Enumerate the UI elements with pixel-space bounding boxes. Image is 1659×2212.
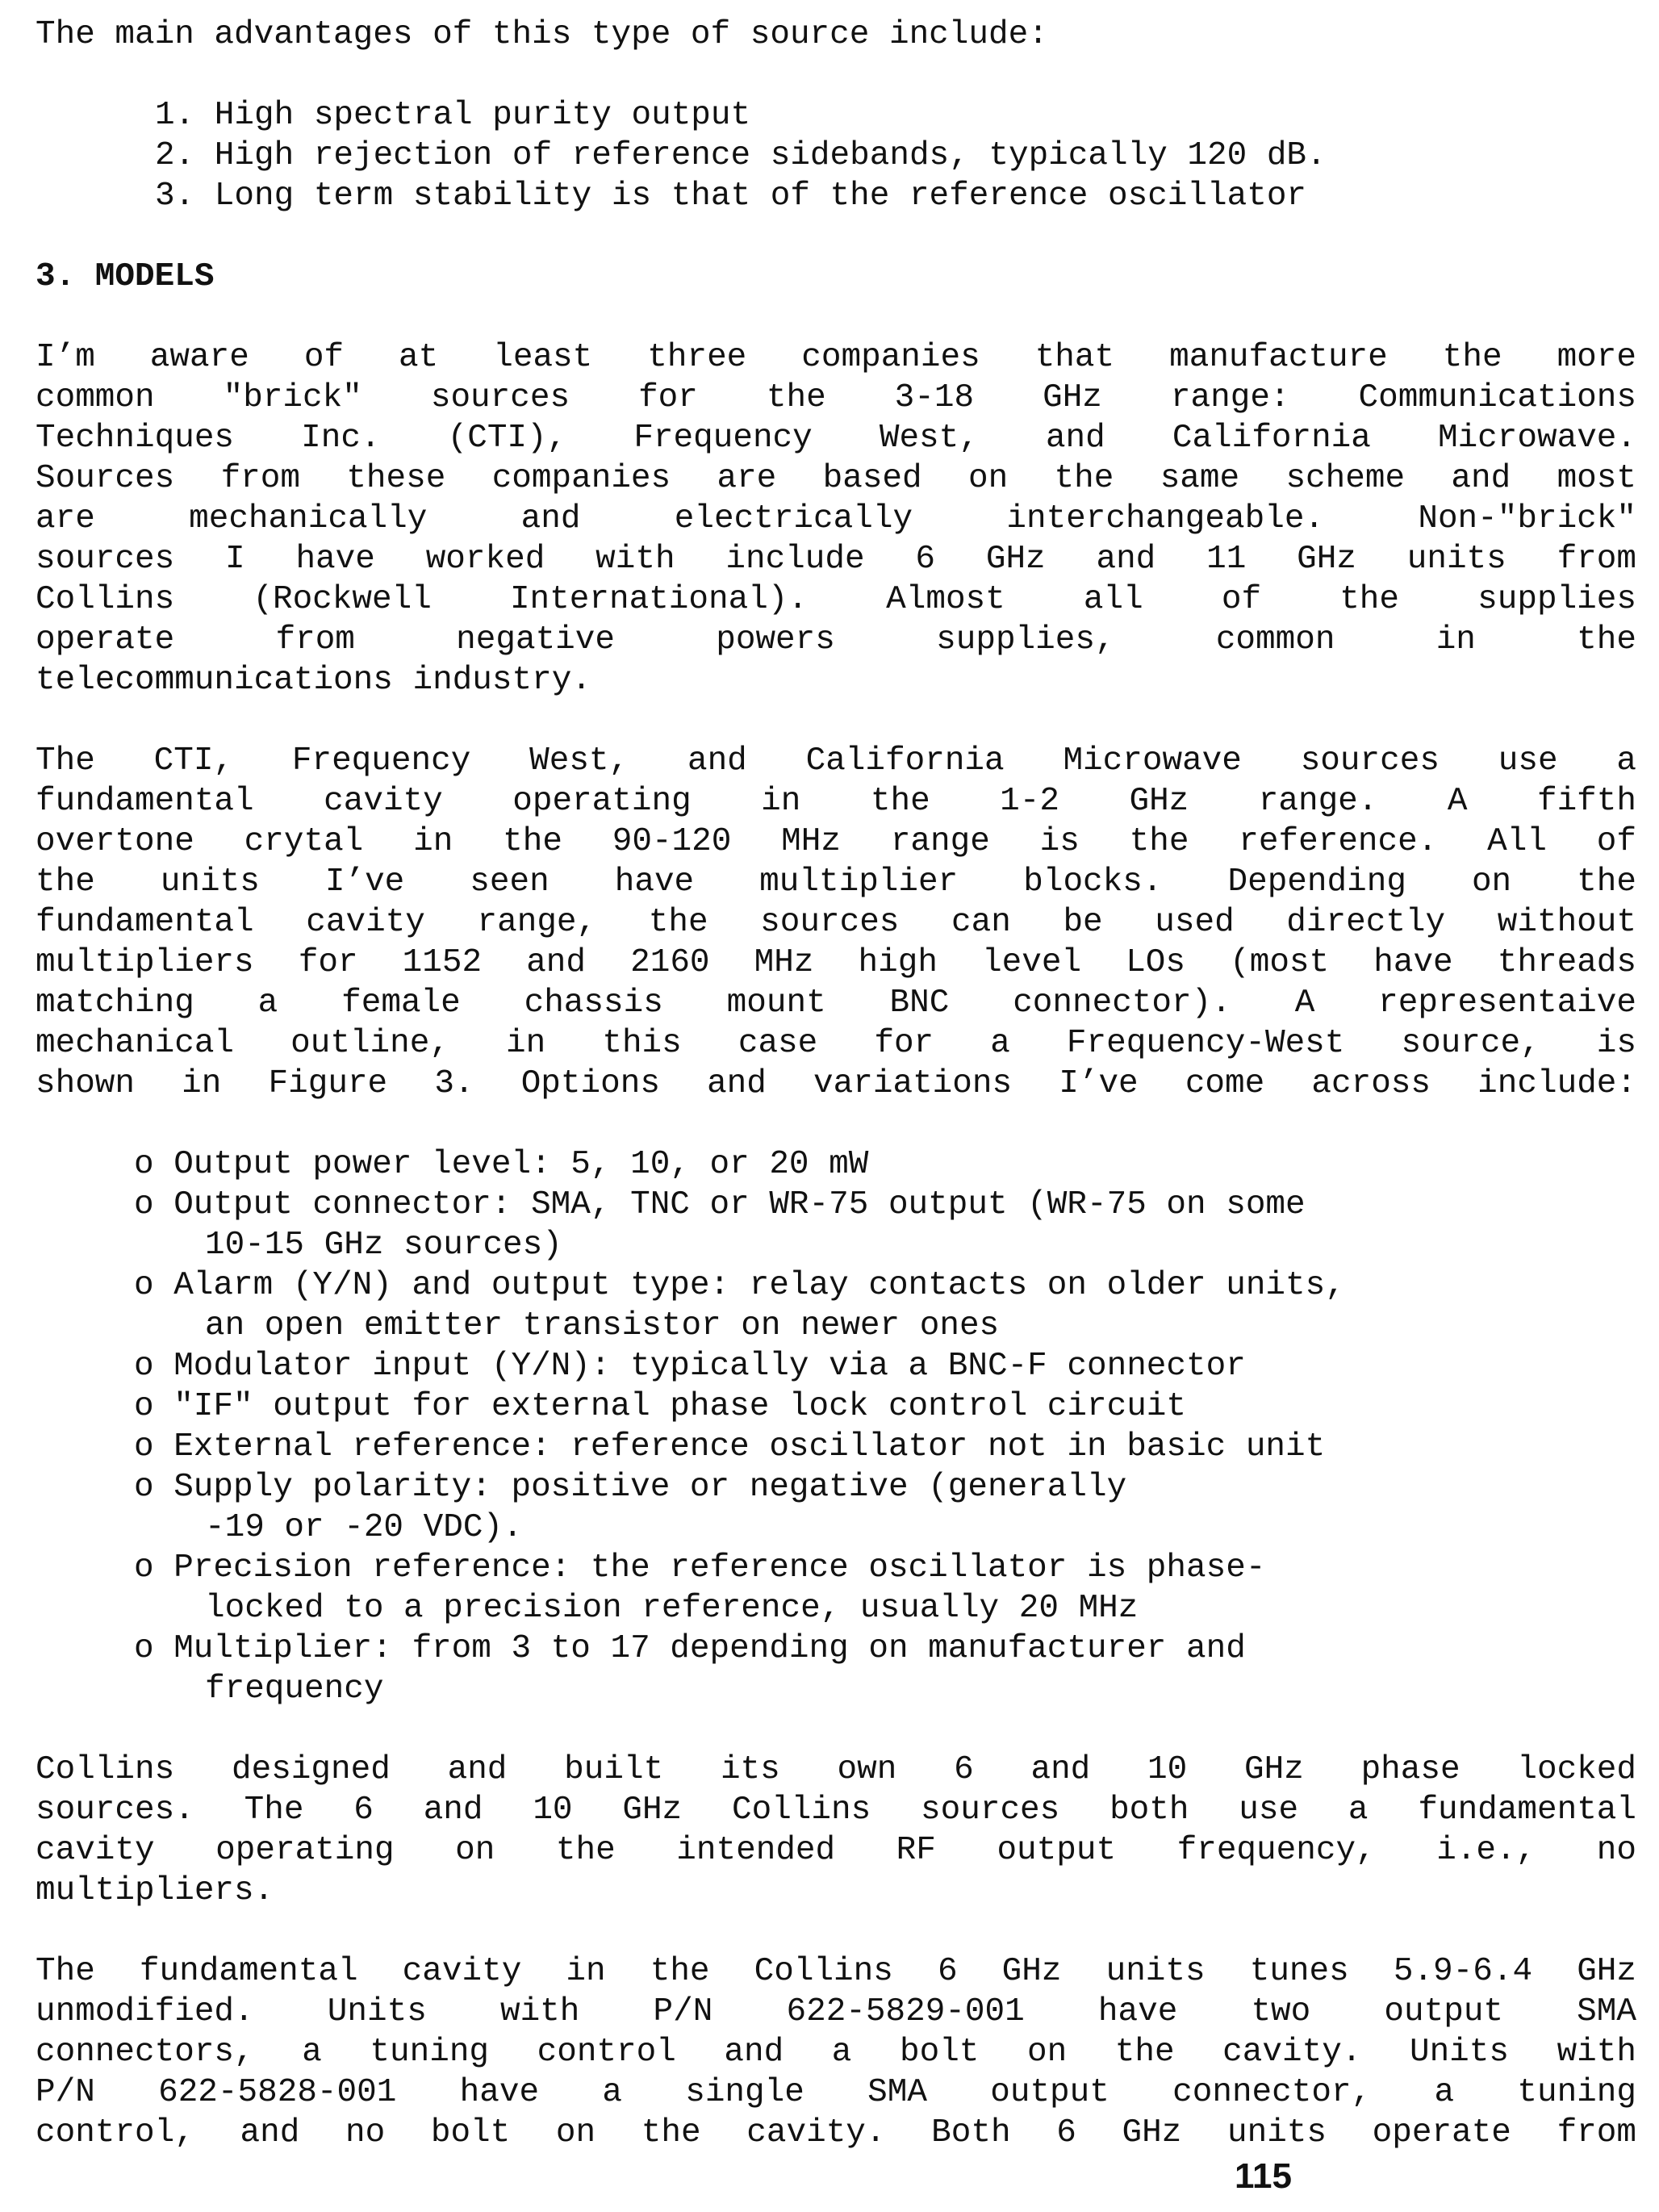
paragraph-line: matching a female chassis mount BNC connector). A representaive	[36, 985, 1636, 1022]
paragraph-line: multipliers for 1152 and 2160 MHz high level LOs (most have threads	[36, 944, 1636, 981]
paragraph-line: sources I have worked with include 6 GHz and 11 GHz units from	[36, 541, 1636, 578]
paragraph-line: fundamental cavity range, the sources can be used directly without	[36, 904, 1636, 941]
paragraph-line: Collins (Rockwell International). Almost all of the supplies	[36, 581, 1636, 618]
option-item: o Multiplier: from 3 to 17 depending on manufacturer and	[134, 1630, 1246, 1667]
options-list	[36, 1144, 1636, 1709]
advantage-item-3: 3. Long term stability is that of the reference oscillator	[155, 178, 1307, 215]
paragraph-line: common "brick" sources for the 3-18 GHz range: Communications	[36, 379, 1636, 416]
paragraph-line: P/N 622-5828-001 have a single SMA output connector, a tuning	[36, 2074, 1636, 2111]
paragraph-line: are mechanically and electrically interchangeable. Non-"brick"	[36, 500, 1636, 537]
advantage-item-1: 1. High spectral purity output	[155, 97, 751, 134]
paragraph-line: overtone crytal in the 90-120 MHz range is the reference. All of	[36, 823, 1636, 860]
intro-lead: The main advantages of this type of source include:	[36, 16, 1048, 53]
option-item-continuation: an open emitter transistor on newer ones	[205, 1307, 1000, 1344]
option-item: o Output connector: SMA, TNC or WR-75 output (WR-75 on some	[134, 1186, 1306, 1223]
paragraph-line: operate from negative powers supplies, common in the	[36, 621, 1636, 659]
advantage-item-2: 2. High rejection of reference sidebands, typically 120 dB.	[155, 137, 1327, 174]
paragraph-line: The CTI, Frequency West, and California Microwave sources use a	[36, 742, 1636, 780]
paragraph-line: cavity operating on the intended RF output frequency, i.e., no	[36, 1832, 1636, 1869]
paragraph-collins-6ghz	[36, 1951, 1636, 2153]
option-item-continuation: locked to a precision reference, usually 20 MHz	[205, 1590, 1139, 1627]
spacer	[36, 1104, 1636, 1144]
paragraph-line: Collins designed and built its own 6 and 10 GHz phase locked	[36, 1751, 1636, 1788]
section-heading: 3. MODELS	[36, 258, 215, 295]
option-item: o External reference: reference oscillator not in basic unit	[134, 1428, 1326, 1466]
option-item: o Output power level: 5, 10, or 20 mW	[134, 1146, 869, 1183]
paragraph-line: the units I’ve seen have multiplier blocks. Depending on the	[36, 863, 1636, 901]
document-page	[36, 15, 1636, 2153]
paragraph-cavity-sources	[36, 741, 1636, 1104]
paragraph-line: telecommunications industry.	[36, 662, 591, 699]
option-item: o "IF" output for external phase lock control circuit	[134, 1388, 1187, 1425]
option-item: o Precision reference: the reference oscillator is phase-	[134, 1549, 1266, 1587]
paragraph-line: shown in Figure 3. Options and variations I’ve come across include:	[36, 1065, 1636, 1102]
option-item: o Alarm (Y/N) and output type: relay contacts on older units,	[134, 1267, 1345, 1304]
page-number: 115	[1235, 2156, 1292, 2196]
paragraph-line: I’m aware of at least three companies that manufacture the more	[36, 339, 1636, 376]
option-item-continuation: frequency	[205, 1670, 384, 1708]
spacer	[36, 1709, 1636, 1750]
option-item: o Modulator input (Y/N): typically via a BNC-F connector	[134, 1348, 1246, 1385]
paragraph-line: sources. The 6 and 10 GHz Collins sources both use a fundamental	[36, 1792, 1636, 1829]
spacer	[36, 700, 1636, 741]
paragraph-collins-sources	[36, 1750, 1636, 1911]
paragraph-line: connectors, a tuning control and a bolt on the cavity. Units with	[36, 2034, 1636, 2071]
paragraph-brick-sources	[36, 337, 1636, 700]
paragraph-line: The fundamental cavity in the Collins 6 GHz units tunes 5.9-6.4 GHz	[36, 1953, 1636, 1990]
spacer	[36, 216, 1636, 257]
option-item-continuation: -19 or -20 VDC).	[205, 1509, 523, 1546]
paragraph-line: Techniques Inc. (CTI), Frequency West, and California Microwave.	[36, 420, 1636, 457]
spacer	[36, 297, 1636, 337]
paragraph-line: multipliers.	[36, 1872, 274, 1909]
paragraph-line: fundamental cavity operating in the 1-2 GHz range. A fifth	[36, 783, 1636, 820]
spacer	[36, 55, 1636, 95]
option-item-continuation: 10-15 GHz sources)	[205, 1227, 562, 1264]
paragraph-line: mechanical outline, in this case for a Frequency-West source, is	[36, 1025, 1636, 1062]
paragraph-line: Sources from these companies are based on the same scheme and most	[36, 460, 1636, 497]
paragraph-line: unmodified. Units with P/N 622-5829-001 have two output SMA	[36, 1993, 1636, 2030]
spacer	[36, 1911, 1636, 1951]
option-item: o Supply polarity: positive or negative (generally	[134, 1469, 1127, 1506]
paragraph-line: control, and no bolt on the cavity. Both 6 GHz units operate from	[36, 2114, 1636, 2151]
